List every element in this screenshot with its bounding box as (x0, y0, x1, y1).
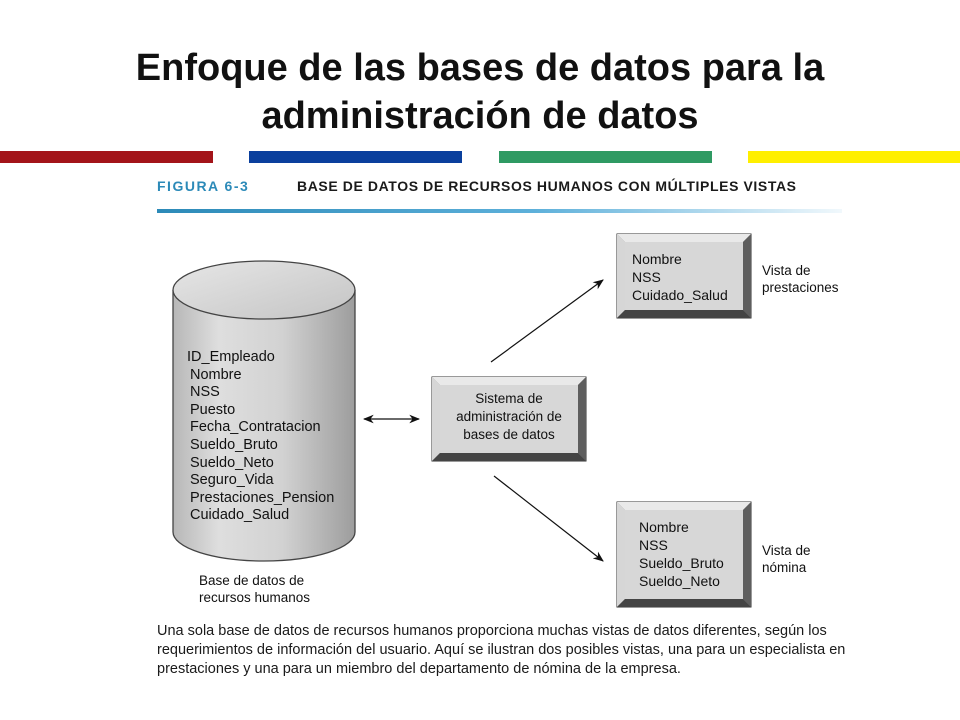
figure-title: BASE DE DATOS DE RECURSOS HUMANOS CON MÚLTIPLES VISTAS (297, 178, 797, 194)
database-field: Prestaciones_Pension (190, 489, 335, 506)
database-field: Cuidado_Salud (190, 507, 290, 524)
dbms-label-line-3: bases de datos (463, 427, 555, 442)
database-field: Puesto (190, 401, 236, 418)
benefits-view-arrow (491, 280, 603, 362)
benefits-view-label-line-1: Vista de (762, 263, 811, 278)
dbms-label (433, 390, 585, 444)
payroll-view-fields (639, 518, 724, 590)
view-field: Sueldo_Neto (639, 573, 720, 589)
dbms-label-line-1: Sistema de (475, 391, 543, 406)
view-field: NSS (632, 269, 661, 285)
view-field: Sueldo_Bruto (639, 555, 724, 571)
figure-caption: Una sola base de datos de recursos humanos proporciona muchas vistas de datos diferentes, según los requerimientos de información del usuario. Aquí se ilustran dos posibles vistas, una para un especialista en prestaciones y una para un miembro del departamento de nómina de la empresa. (157, 623, 846, 677)
benefits-view-label-line-2: prestaciones (762, 280, 839, 295)
benefits-view-fields (632, 250, 728, 304)
payroll-view-arrow (494, 476, 603, 561)
slide-title-line-2: administración de datos (261, 95, 699, 137)
view-field: Nombre (639, 519, 689, 535)
view-field: NSS (639, 537, 668, 553)
view-field: Nombre (632, 251, 682, 267)
database-field: Sueldo_Neto (190, 454, 274, 471)
benefits-view-label (762, 262, 839, 296)
database-caption-line-2: recursos humanos (199, 590, 311, 605)
payroll-view-label-line-2: nómina (762, 560, 807, 575)
slide-title-line-1: Enfoque de las bases de datos para la (135, 47, 825, 89)
database-caption (199, 572, 310, 606)
database-caption-line-1: Base de datos de (199, 573, 305, 588)
database-field: Nombre (190, 366, 242, 383)
dbms-label-line-2: administración de (456, 409, 562, 424)
payroll-view-label-line-1: Vista de (762, 543, 811, 558)
database-field: Sueldo_Bruto (190, 436, 278, 453)
database-field: ID_Empleado (187, 349, 275, 365)
view-field: Cuidado_Salud (632, 287, 728, 303)
database-fields (187, 349, 335, 525)
database-field: NSS (190, 384, 220, 401)
database-field: Fecha_Contratacion (190, 419, 321, 436)
database-field: Seguro_Vida (190, 472, 274, 489)
payroll-view-label (762, 542, 811, 576)
figure-label: FIGURA 6-3 (157, 178, 250, 194)
